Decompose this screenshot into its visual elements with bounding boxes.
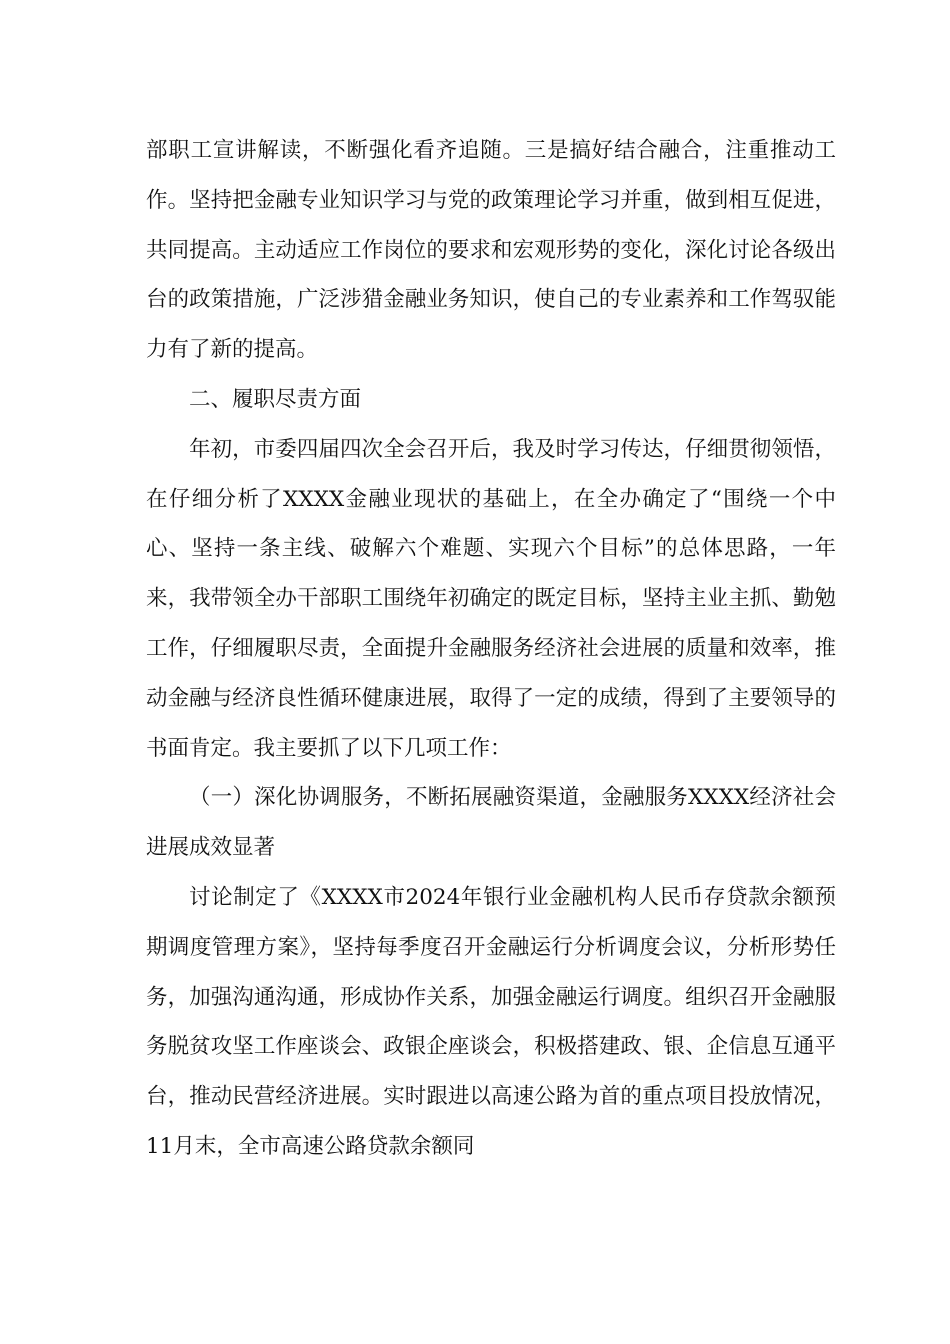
paragraph-body: 讨论制定了《XXXX市2024年银行业金融机构人民币存贷款余额预期调度管理方案》，坚持每季度召开金融运行分析调度会议，分析形势任务，加强沟通沟通，形成协作关系，加强金融运行调度。组织召开金融服务脱贫攻坚工作座谈会、政银企座谈会，积极搭建政、银、企信息互通平台，推动民营经济进展。实时跟进以高速公路为首的重点项目投放情况， 11月末，全市高速公路贷款余额同	[146, 884, 836, 1159]
document-body	[146, 126, 836, 1172]
paragraph-continuation: 部职工宣讲解读，不断强化看齐追随。三是搞好结合融合，注重推动工作。坚持把金融专业知识学习与党的政策理论学习并重，做到相互促进，共同提高。主动适应工作岗位的要求和宏观形势的变化，深化讨论各级出台的政策措施，广泛涉猎金融业务知识，使自己的专业素养和工作驾驭能力有了新的提高。	[146, 138, 836, 363]
paragraph-body: 年初，市委四届四次全会召开后，我及时学习传达，仔细贯彻领悟，在仔细分析了XXXX金融业现状的基础上，在全办确定了“围绕一个中心、坚持一条主线、破解六个难题、实现六个目标”的总体思路，一年来，我带领全办干部职工围绕年初确定的既定目标，坚持主业主抓、勤勉工作，仔细履职尽责，全面提升金融服务经济社会进展的质量和效率，推动金融与经济良性循环健康进展，取得了一定的成绩，得到了主要领导的书面肯定。我主要抓了以下几项工作：	[146, 436, 836, 761]
subsection-heading: （一）深化协调服务，不断拓展融资渠道，金融服务XXXX经济社会进展成效显著	[146, 785, 836, 861]
section-heading: 二、履职尽责方面	[189, 386, 362, 412]
